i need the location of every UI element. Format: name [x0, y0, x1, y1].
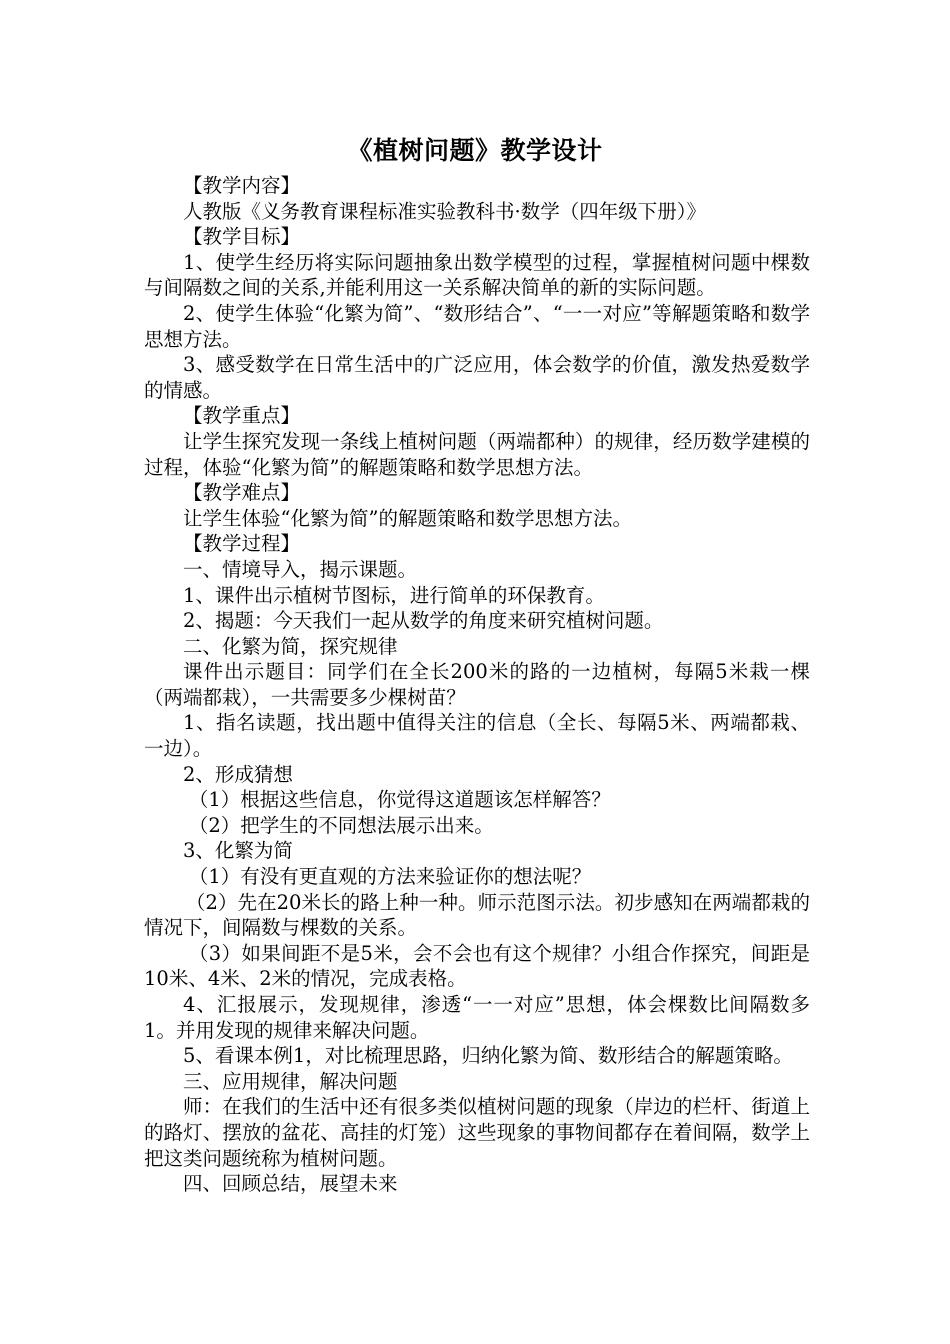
paragraph: 2、使学生体验“化繁为简”、“数形结合”、“一一对应”等解题策略和数学思想方法。 [144, 301, 810, 351]
paragraph: 2、形成猜想 [183, 762, 293, 786]
paragraph: （2）把学生的不同想法展示出来。 [188, 813, 494, 837]
paragraph: 【教学难点】 [183, 481, 301, 505]
paragraph: 三、应用规律，解决问题 [183, 1069, 398, 1093]
paragraph: 课件出示题目：同学们在全长200米的路的一边植树，每隔5米栽一棵（两端都栽），一共需要多少棵树苗？ [144, 660, 810, 709]
paragraph: 5、看课本例1，对比梳理思路，归纳化繁为简、数形结合的解题策略。 [183, 1044, 793, 1068]
paragraph: （2）先在20米长的路上种一种。师示范图示法。初步感知在两端都栽的情况下，间隔数与棵数的关系。 [144, 890, 810, 940]
paragraph: 四、回顾总结，展望未来 [183, 1172, 398, 1196]
paragraph: （1）根据这些信息，你觉得这道题该怎样解答？ [188, 788, 611, 812]
paragraph: 让学生探究发现一条线上植树问题（两端都种）的规律，经历数学建模的过程，体验“化繁为简”的解题策略和数学思想方法。 [144, 429, 810, 479]
paragraph: 1、课件出示植树节图标，进行简单的环保教育。 [183, 583, 605, 607]
paragraph: （3）如果间距不是5米，会不会也有这个规律？小组合作探究，间距是10米、4米、2米的情况，完成表格。 [144, 941, 810, 991]
paragraph: 人教版《义务教育课程标准实验教科书·数学（四年级下册）》 [183, 199, 706, 223]
paragraph: 3、感受数学在日常生活中的广泛应用，体会数学的价值，激发热爱数学的情感。 [144, 353, 810, 402]
paragraph: 【教学过程】 [183, 532, 301, 556]
paragraph: 3、化繁为简 [183, 839, 293, 863]
paragraph: 【教学目标】 [183, 225, 301, 249]
paragraph: 让学生体验“化繁为简”的解题策略和数学思想方法。 [183, 506, 632, 530]
paragraph: 【教学重点】 [183, 404, 301, 428]
paragraph: 师：在我们的生活中还有很多类似植树问题的现象（岸边的栏杆、街道上的路灯、摆放的盆花、高挂的灯笼）这些现象的事物间都存在着间隔，数学上把这类问题统称为植树问题。 [144, 1095, 810, 1170]
paragraph: 4、汇报展示，发现规律，渗透“一一对应”思想，体会棵数比间隔数多1。并用发现的规律来解决问题。 [144, 993, 810, 1042]
paragraph: 一、情境导入，揭示课题。 [183, 557, 418, 581]
paragraph: 1、指名读题，找出题中值得关注的信息（全长、每隔5米、两端都栽、一边）。 [144, 711, 810, 761]
paragraph: 1、使学生经历将实际问题抽象出数学模型的过程，掌握植树问题中棵数与间隔数之间的关系,并能利用这一关系解决简单的新的实际问题。 [144, 250, 810, 300]
document-title: 《植树问题》教学设计 [347, 136, 603, 165]
paragraph: 2、揭题：今天我们一起从数学的角度来研究植树问题。 [183, 609, 664, 633]
document-body [144, 173, 810, 1197]
paragraph: （1）有没有更直观的方法来验证你的想法呢？ [188, 865, 592, 889]
paragraph: 二、化繁为简，探究规律 [183, 634, 398, 658]
paragraph: 【教学内容】 [183, 174, 301, 197]
